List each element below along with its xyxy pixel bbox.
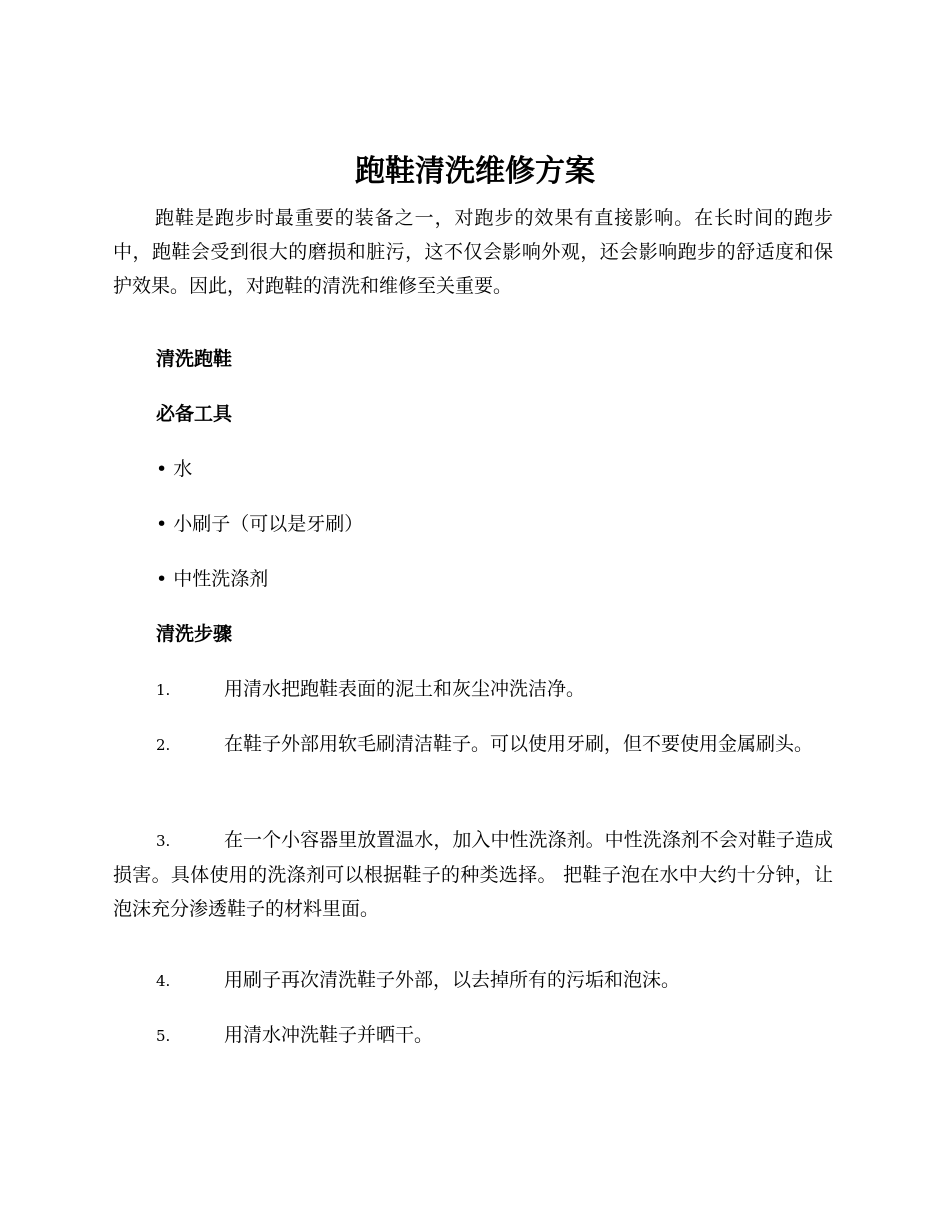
section-heading-cleaning: 清洗跑鞋 xyxy=(156,348,233,370)
step-item xyxy=(113,672,833,707)
step-item xyxy=(113,963,833,998)
section-heading-steps: 清洗步骤 xyxy=(156,623,233,645)
step-text: 在一个小容器里放置温水，加入中性洗涤剂。中性洗涤剂不会对鞋子造成损害。具体使用的洗涤剂可以根据鞋子的种类选择。 把鞋子泡在水中大约十分钟，让泡沫充分渗透鞋子的材料里面。 xyxy=(113,829,833,920)
tool-item: • 水 xyxy=(156,458,193,480)
step-number: 2. xyxy=(156,736,171,754)
step-number: 4. xyxy=(156,972,171,990)
section-heading-tools: 必备工具 xyxy=(156,403,233,425)
step-number: 3. xyxy=(156,832,171,850)
intro-paragraph: 跑鞋是跑步时最重要的装备之一，对跑步的效果有直接影响。在长时间的跑步中，跑鞋会受到很大的磨损和脏污，这不仅会影响外观，还会影响跑步的舒适度和保护效果。因此，对跑鞋的清洗和维修至关重要。 xyxy=(113,207,833,297)
tool-item: • 小刷子（可以是牙刷） xyxy=(156,513,364,535)
document-title: 跑鞋清洗维修方案 xyxy=(355,154,595,189)
step-number: 5. xyxy=(156,1027,171,1045)
step-text: 用清水冲洗鞋子并晒干。 xyxy=(224,1024,434,1046)
step-item xyxy=(113,1018,833,1053)
step-item xyxy=(113,823,833,926)
step-text: 用刷子再次清洗鞋子外部，以去掉所有的污垢和泡沫。 xyxy=(224,969,681,991)
step-item xyxy=(113,727,833,762)
step-number: 1. xyxy=(156,681,171,699)
step-text: 用清水把跑鞋表面的泥土和灰尘冲洗洁净。 xyxy=(224,678,586,700)
tool-item: • 中性洗涤剂 xyxy=(156,568,269,590)
step-text: 在鞋子外部用软毛刷清洁鞋子。可以使用牙刷，但不要使用金属刷头。 xyxy=(224,733,814,755)
